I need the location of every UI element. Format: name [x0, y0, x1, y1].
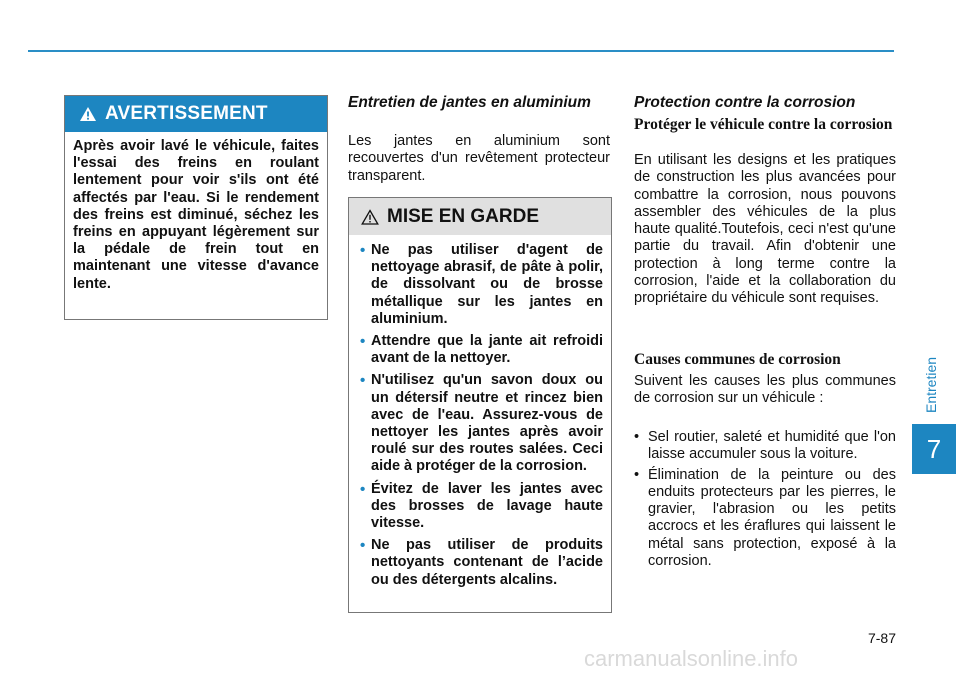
corrosion-causes-text: Suivent les causes les plus communes de corrosion sur un véhicule :	[634, 373, 896, 407]
watermark: carmanualsonline.info	[584, 646, 799, 671]
corrosion-causes-list	[634, 429, 896, 573]
warning-title: AVERTISSEMENT	[105, 103, 268, 124]
list-item: • Élimination de la peinture ou des enduits protecteurs par les pierres, le gravier, l'abrasion ou les petits accrocs et les éraflures qui laissent le métal sans protection, exposé à la corrosion.	[634, 466, 896, 570]
page-number: 7-87	[867, 630, 896, 646]
aluminium-heading: Entretien de jantes en aluminium	[348, 94, 591, 111]
warning-box	[64, 95, 328, 320]
caution-item: • Ne pas utiliser d'agent de nettoyage abrasif, de pâte à polir, de dissolvant ou de brosse métallique sur les jantes en aluminium.	[360, 242, 603, 327]
section-label: Entretien	[923, 356, 939, 414]
caution-title: MISE EN GARDE	[387, 205, 540, 227]
caution-item: • Attendre que la jante ait refroidi avant de la nettoyer.	[360, 333, 603, 367]
header-rule	[28, 50, 894, 52]
caution-item: • Évitez de laver les jantes avec des brosses de lavage haute vitesse.	[360, 480, 603, 532]
aluminium-text: Les jantes en aluminium sont recouvertes d'un revêtement protecteur transparent.	[348, 133, 610, 184]
warning-header	[65, 96, 327, 132]
caution-item: • N'utilisez qu'un savon doux ou un détersif neutre et rincez bien avec de l'eau. Assurez-vous de nettoyer les jantes après avoir roulé sur des routes salées. Ceci aide à protéger de la corrosion.	[360, 372, 603, 475]
caution-box	[348, 197, 612, 613]
caution-item: • Ne pas utiliser de produits nettoyants contenant de l’acide ou des détergents alcalins.	[360, 537, 603, 588]
warning-triangle-icon	[79, 106, 97, 122]
chapter-tab: 7	[912, 424, 956, 474]
corrosion-subheading-protect: Protéger le véhicule contre la corrosion	[634, 116, 893, 133]
corrosion-subheading-causes: Causes communes de corrosion	[634, 351, 841, 368]
corrosion-heading: Protection contre la corrosion	[634, 94, 856, 111]
corrosion-intro-text: En utilisant les designs et les pratiques de construction les plus avancées pour combattre la corrosion, nous pouvons assembler des véhicules de la plus haute qualité.Toutefois, ceci n'est qu'une partie du travail. Afin d'obtenir une protection à long terme contre la corrosion, l'aide et la collaboration du propriétaire du véhicule sont requises.	[634, 152, 896, 307]
caution-list	[349, 235, 611, 589]
list-item: • Sel routier, saleté et humidité que l'on laisse accumuler sous la voiture.	[634, 429, 896, 463]
caution-header	[349, 198, 611, 235]
warning-text: Après avoir lavé le véhicule, faites l'essai des freins en roulant lentement pour voir s'ils ont été affectés par l'eau. Si le rendement des freins est diminué, séchez les freins en appuyant légèrement sur la pédale de frein tout en maintenant une vitesse d'avance lente.	[73, 138, 319, 292]
caution-triangle-icon	[361, 209, 379, 225]
